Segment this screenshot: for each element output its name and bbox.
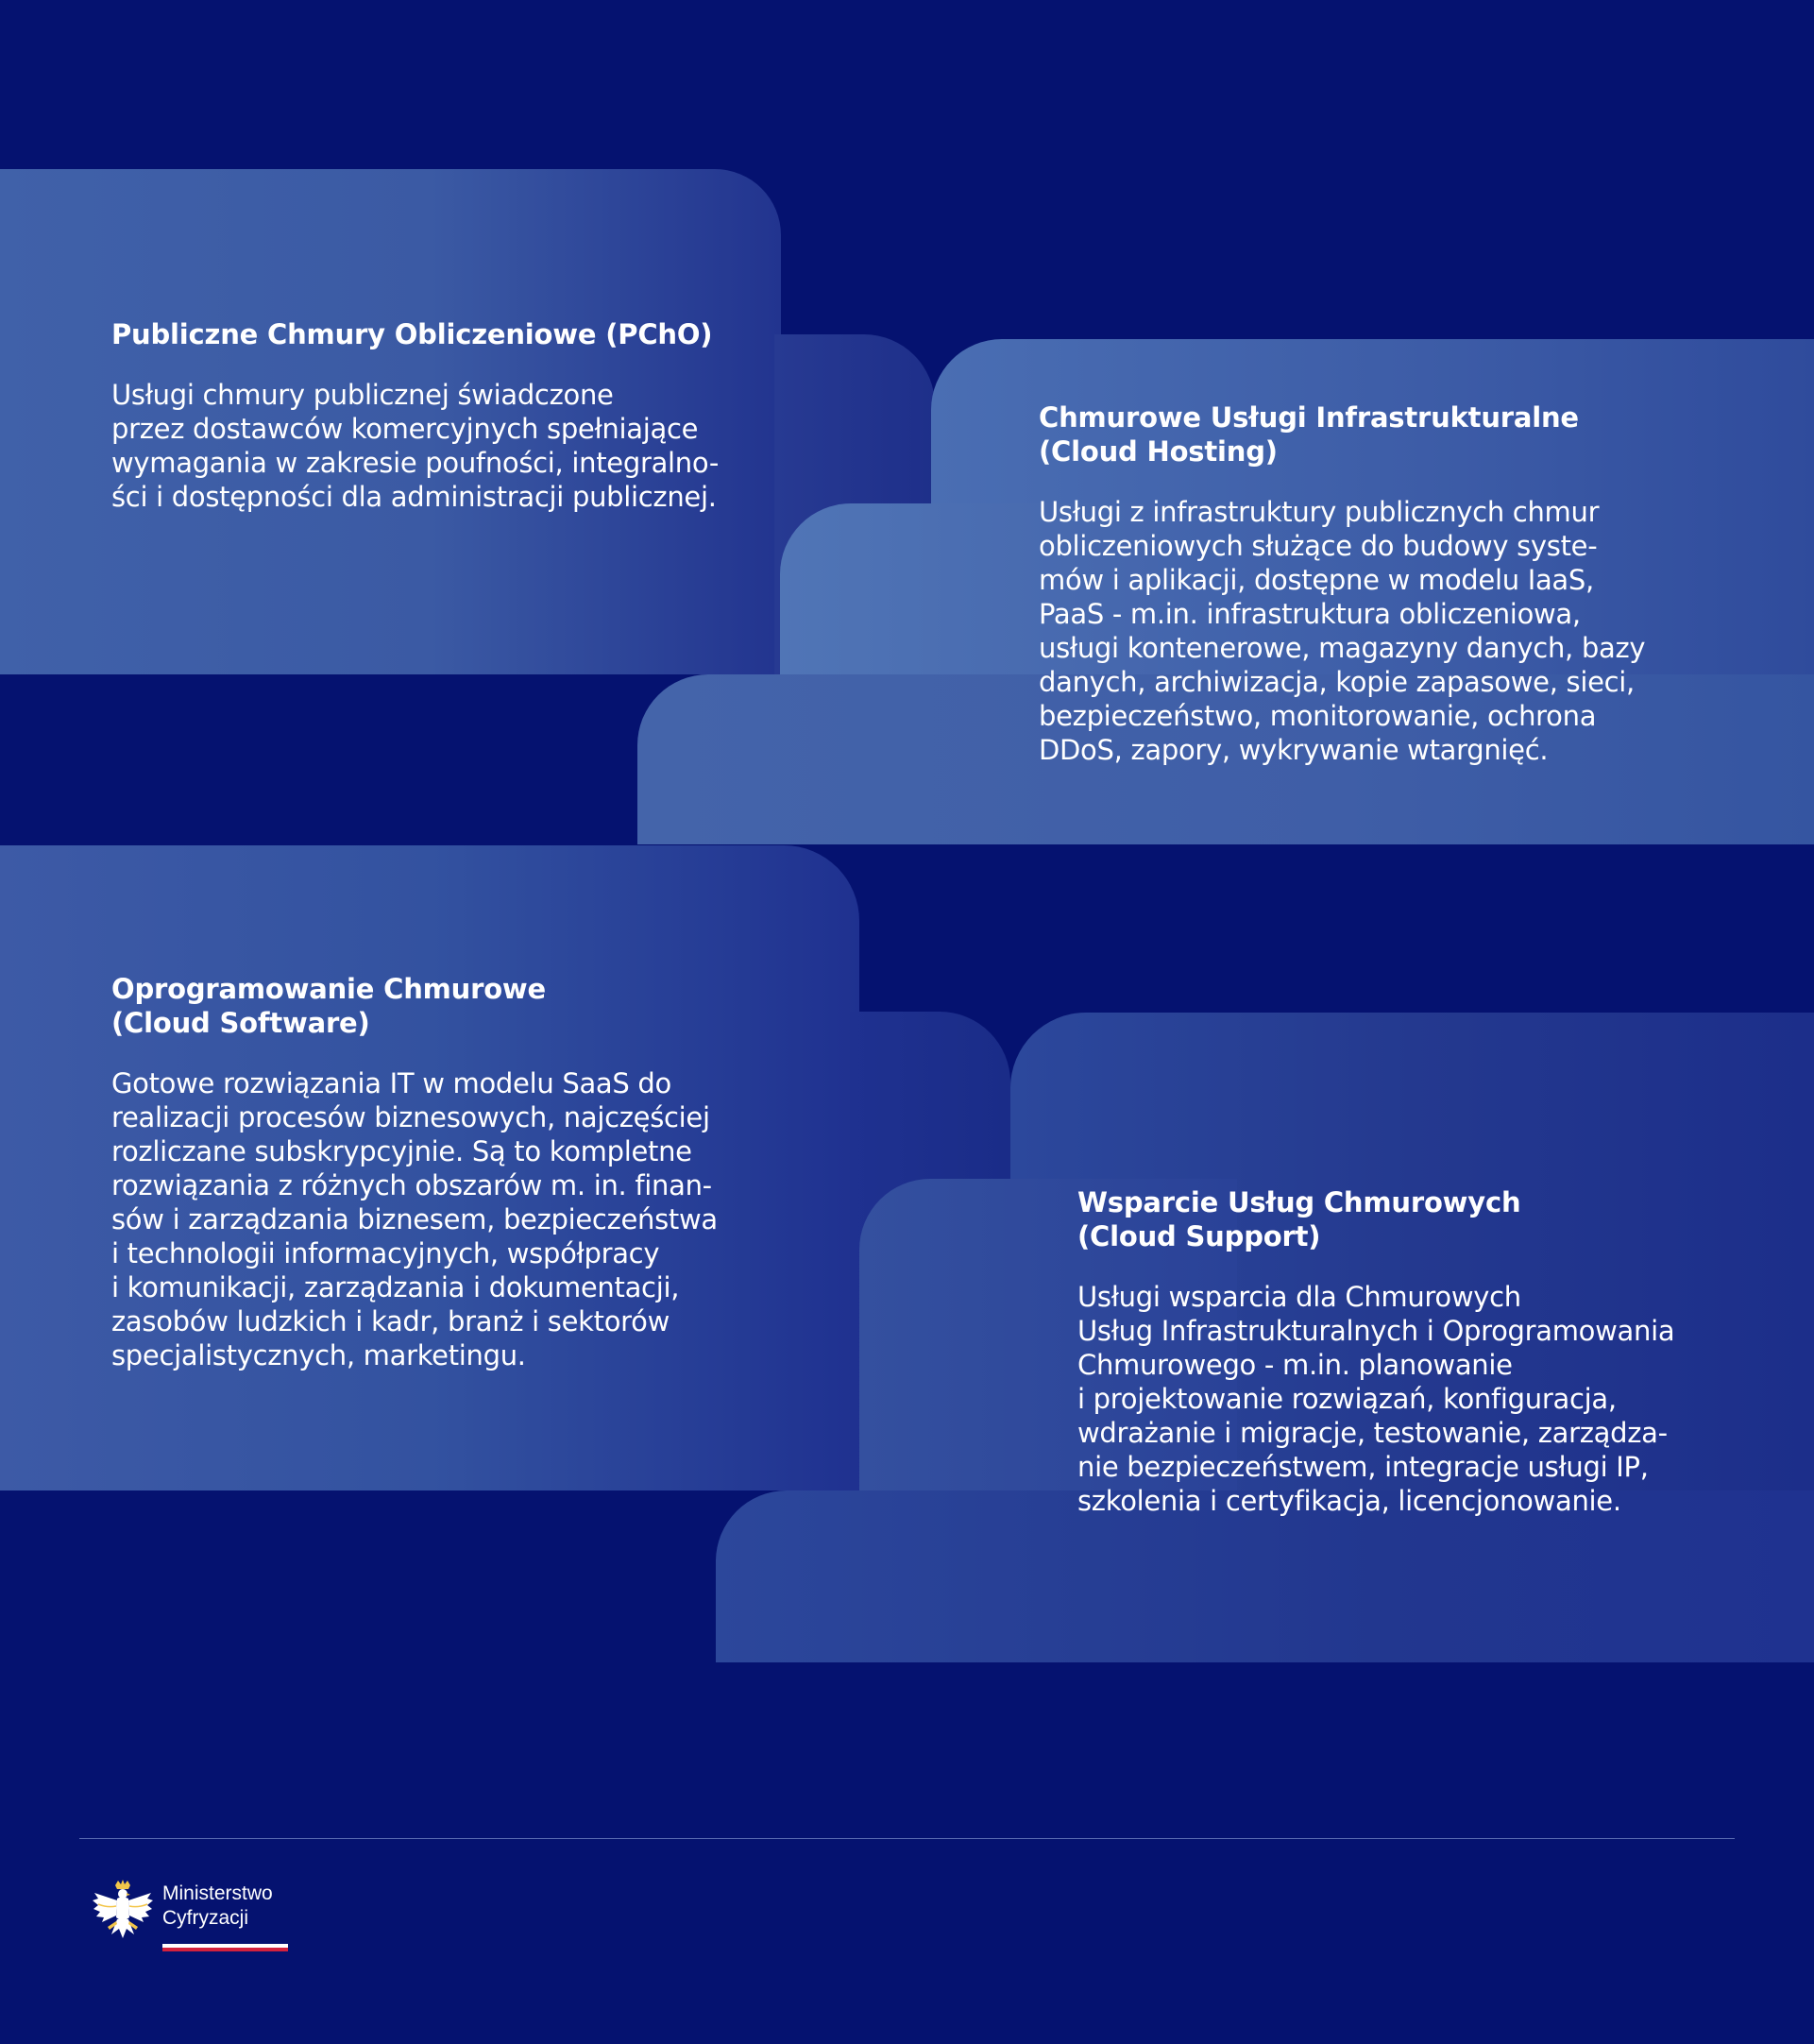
card-hosting: [1039, 400, 1794, 767]
card-pcho-title: Publiczne Chmury Obliczeniowe (PChO): [111, 318, 713, 350]
card-hosting-title: Chmurowe Usługi Infrastrukturalne (Cloud Hosting): [1039, 401, 1579, 468]
ministry-logo[interactable]: [91, 1880, 308, 1946]
card-support: [1077, 1185, 1795, 1518]
eagle-emblem-icon: [91, 1880, 155, 1946]
card-pcho: [111, 317, 772, 514]
card-support-description: Usługi wsparcia dla Chmurowych Usług Infrastrukturalnych i Oprogramowania Chmurowego - m.in. planowanie i projektowanie rozwiązań, konfiguracja, wdrażanie i migracje, testowanie, zarządza- nie bezpieczeństwem, integracje usługi IP, szkolenia i certyfikacja, licencjonowanie.: [1077, 1281, 1675, 1517]
card-software-title: Oprogramowanie Chmurowe (Cloud Software): [111, 973, 546, 1039]
flag-red-stripe: [162, 1948, 288, 1951]
card-support-title: Wsparcie Usług Chmurowych (Cloud Support): [1077, 1186, 1521, 1252]
footer-divider: [79, 1838, 1735, 1839]
card-pcho-description: Usługi chmury publicznej świadczone przez dostawców komercyjnych spełniające wymagania w zakresie poufności, integralno- ści i dostępności dla administracji publicznej.: [111, 379, 720, 513]
ministry-name: Ministerstwo Cyfryzacji: [162, 1882, 273, 1929]
card-software: [111, 972, 848, 1372]
card-software-description: Gotowe rozwiązania IT w modelu SaaS do realizacji procesów biznesowych, najczęściej rozliczane subskrypcyjnie. Są to kompletne rozwiązania z różnych obszarów m. in. finan- sów i zarządzania biznesem, bezpieczeństwa i technologii informacyjnych, współpracy i komunikacji, zarządzania i dokumentacji, zasobów ludzkich i kadr, branż i sektorów specjalistycznych, marketingu.: [111, 1067, 718, 1371]
card-hosting-description: Usługi z infrastruktury publicznych chmur obliczeniowych służące do budowy syste- mów i aplikacji, dostępne w modelu IaaS, PaaS - m.in. infrastruktura obliczeniowa, usługi kontenerowe, magazyny danych, bazy danych, archiwizacja, kopie zapasowe, sieci, bezpieczeństwo, monitorowanie, ochrona DDoS, zapory, wykrywanie wtargnięć.: [1039, 496, 1646, 766]
flag-stripes: [162, 1944, 288, 1951]
